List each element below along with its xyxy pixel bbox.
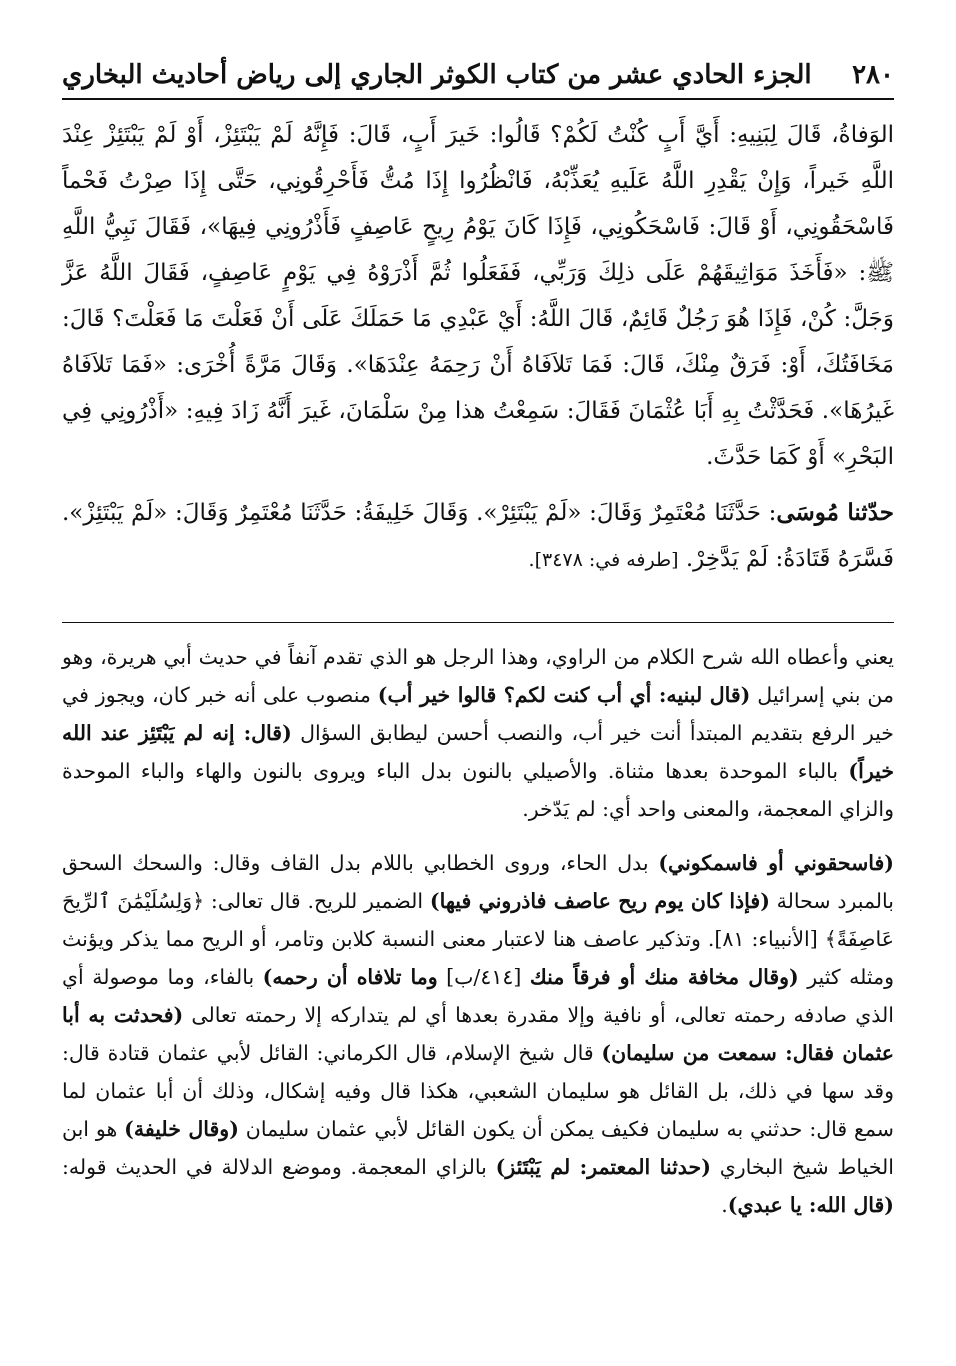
bold-quote-segment: (قال لبنيه: أي أب كنت لكم؟ قالوا خير أب) [377, 683, 751, 707]
chain-text: : حَدَّثَنَا مُعْتَمِرٌ وَقَالَ: «لَمْ يَبْتَئِرْ». وَقَالَ خَلِيفَةُ: حَدَّثَنَا مُعْتَمِرٌ وَقَالَ: «لَمْ يَبْتَئِزْ». فَسَّرَهُ قَتَادَةُ: لَمْ يَدَّخِرْ. [62, 500, 894, 572]
text-segment: [٤١٤/ب] [437, 965, 530, 989]
commentary-paragraph-1 [62, 638, 894, 828]
text-segment: الضمير للريح. قال تعالى: ﴿وَلِسُلَيْمَٰنَ ٱلرِّيحَ عَاصِفَةً﴾ [الأنبياء: ٨١]. وتذكير عاصف هنا لاعتبار معنى النسبة كلابن وتامر، أو الريح مما يذكر ويؤنث ومثله كثير [62, 889, 895, 989]
hadith-main-paragraph: الوَفاةُ، قَالَ لِبَنِيهِ: أَيَّ أَبٍ كُنْتُ لَكُمْ؟ قَالُوا: خَيرَ أَبٍ، قَالَ: فَإِنَّهُ لَمْ يَبْتَئِزْ، أَوْ لَمْ يَبْتَئِزْ عِنْدَ اللَّهِ خَيراً، وَإِنْ يَقْدِرِ اللَّهُ عَلَيهِ يُعَذِّبْهُ، فَانْظُرُوا إِذَا مُتُّ فَأَحْرِقُونِي، حَتَّى إِذَا صِرْتُ فَحْماً فَاسْحَقُونِي، أَوْ قَالَ: فَاسْحَكُونِي، فَإِذَا كَانَ يَوْمُ رِيحٍ عَاصِفٍ فَأَذْرُونِي فِيهَا»، فَقَالَ نَبِيُّ اللَّهِ ﷺ: «فَأَخَذَ مَوَاثِيقَهُمْ عَلَى ذلِكَ وَرَبِّي، فَفَعَلُوا ثُمَّ أَذْرَوْهُ فِي يَوْمٍ عَاصِفٍ، فَقَالَ اللَّهُ عَزَّ وَجَلَّ: كُنْ، فَإِذَا هُوَ رَجُلٌ قَائِمٌ، قَالَ اللَّهُ: أَيْ عَبْدِي مَا حَمَلَكَ عَلَى أَنْ فَعَلْتَ مَا فَعَلْتَ؟ قَالَ: مَخَافَتُكَ، أَوْ: فَرَقٌ مِنْكَ، قَالَ: فَمَا تَلاَفَاهُ أَنْ رَحِمَهُ عِنْدَهَا». وَقَالَ مَرَّةً أُخْرَى: «فَمَا تَلاَفَاهُ غَيرُهَا». فَحَدَّثْتُ بِهِ أَبَا عُثْمَانَ فَقَالَ: سَمِعْتُ هذا مِنْ سَلْمَانَ، غَيرَ أَنَّهُ زَادَ فِيهِ: «أَذْرُونِي فِي البَحْرِ» أَوْ كَمَا حَدَّثَ. [62, 122, 894, 470]
bold-quote-segment: (حدثنا المعتمر: لم يَبْتَئز) [495, 1155, 711, 1179]
section-divider [62, 622, 894, 623]
text-segment: بدل الحاء، وروى الخطابي باللام بدل القاف وقال: والسحك السحق بالمبرد سحالة [62, 851, 895, 913]
bold-quote-segment: (وقال خليفة) [124, 1117, 239, 1141]
commentary-text [62, 638, 894, 1224]
bold-quote-segment: (قال: إنه لم يَبْتَئِز عند الله خيراً) [62, 721, 894, 783]
running-title: الجزء الحادي عشر من كتاب الكوثر الجاري إلى رياض أحاديث البخاري [62, 60, 812, 90]
bold-quote-segment: (فإذا كان يوم ريح عاصف فاذروني فيها) [429, 889, 770, 913]
bold-quote-segment: (قال الله: يا عبدي) [727, 1193, 894, 1217]
bold-quote-segment: (فحدثت به أبا عثمان فقال: سمعت من سليمان) [62, 1003, 894, 1065]
cross-reference: [طرفه في: ٣٤٧٨]. [528, 549, 679, 571]
hadith-text [62, 112, 894, 583]
text-segment: بالفاء، وما موصولة أي الذي صادفه رحمته تعالى، أو نافية وإلا مقدرة بعدها أي لم يتداركه إلا رحمته تعالى [62, 965, 894, 1027]
hadith-chain-paragraph [62, 490, 894, 583]
text-segment: هو ابن الخياط شيخ البخاري [62, 1117, 894, 1179]
text-segment: منصوب على أنه خبر كان، ويجوز في خير الرفع بتقديم المبتدأ أنت خير أب، والنصب أحسن ليطابق السؤال [62, 683, 894, 745]
text-segment: يعني وأعطاه الله شرح الكلام من الراوي، وهذا الرجل هو الذي تقدم آنفاً في حديث أبي هريرة، وهو من بني إسرائيل [62, 645, 894, 707]
text-segment: بالزاي المعجمة. وموضع الدلالة في الحديث قوله: [62, 1155, 496, 1179]
chain-label: حدّثنا مُوسَى [776, 499, 894, 526]
page-number: ٢٨٠ [852, 60, 894, 90]
text-segment: . [721, 1193, 728, 1217]
text-segment: بالباء الموحدة بعدها مثناة. والأصيلي بالنون بدل الباء ويروى بالنون والهاء والباء الموحدة والزاي المعجمة، والمعنى واحد أي: لم يَدّخر. [62, 759, 894, 821]
bold-quote-segment: (وقال مخافة منك أو فرقاً منك [529, 965, 799, 989]
page-header [62, 52, 894, 100]
text-segment: قال شيخ الإسلام، قال الكرماني: القائل لأبي عثمان قتادة قال: وقد سها في ذلك، بل القائل هو سليمان الشعبي، هكذا قال وفيه إشكال، وذلك أن أبا عثمان لما سمع قال: حدثني به سليمان فكيف يمكن أن يكون القائل لأبي عثمان سليمان [62, 1041, 894, 1141]
bold-quote-segment: وما تلافاه أن رحمه) [262, 965, 438, 989]
bold-quote-segment: (فاسحقوني أو فاسمكوني) [658, 851, 894, 875]
commentary-paragraph-2 [62, 844, 894, 1224]
